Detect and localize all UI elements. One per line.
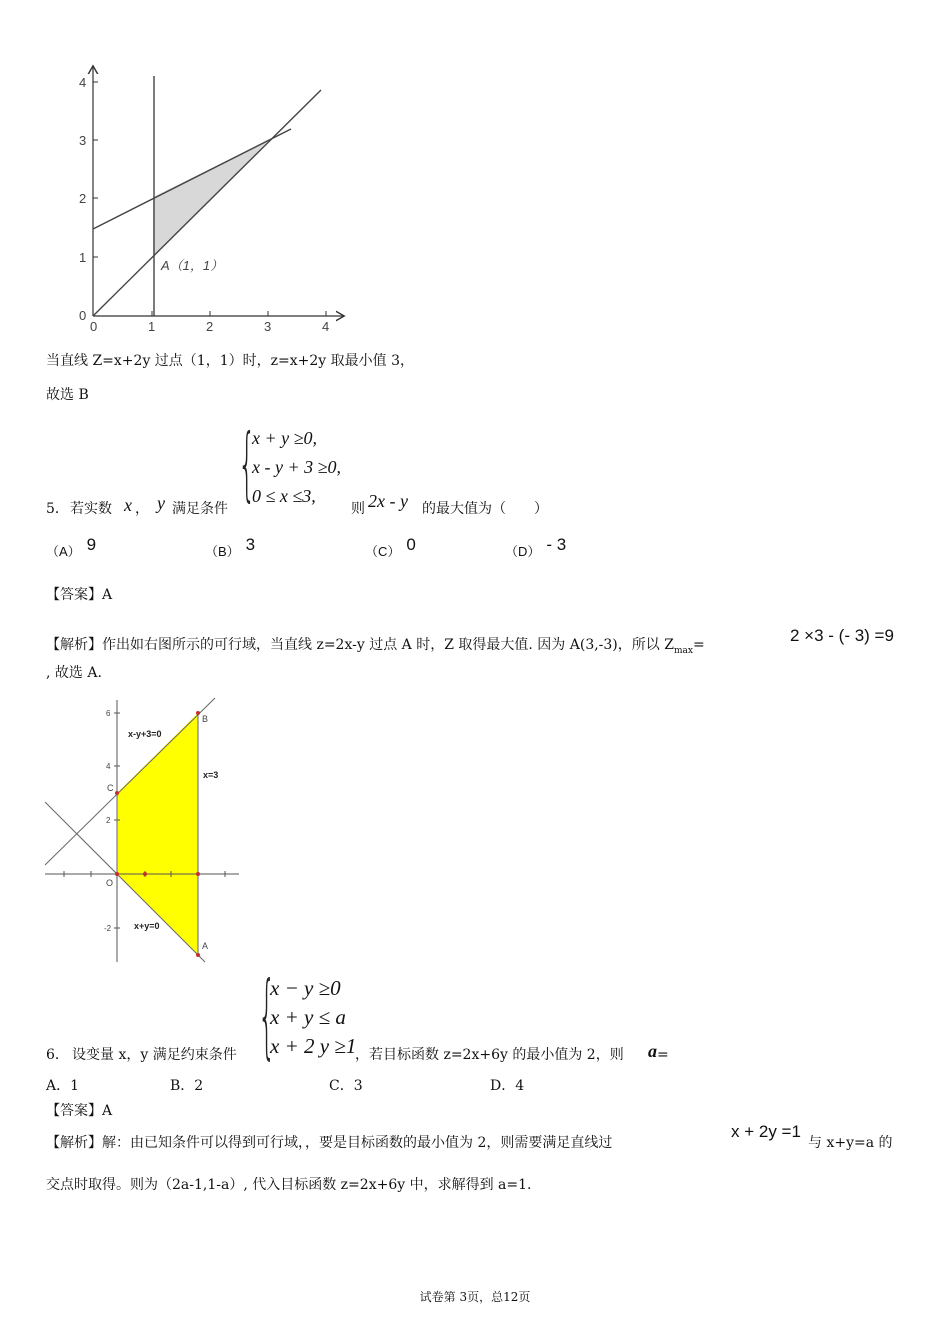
analysis-text: 【解析】作出如右图所示的可行域，当直线 z=2x-y 过点 A 时，Z 取得最大值. 因为 A(3,-3)，所以 Z (46, 637, 674, 653)
q5-answer: 【答案】A (46, 587, 113, 603)
point-a-label: A（1，1） (161, 258, 224, 273)
option-label: （D） (505, 544, 541, 559)
q6-analysis-1: 【解析】解：由已知条件可以得到可行域，，要是目标函数的最小值为 2，则需要满足直线过 (46, 1135, 613, 1151)
q5-option-d (505, 535, 567, 561)
q6-analysis-formula: x + 2y =1 (731, 1122, 801, 1141)
point-a (196, 953, 200, 957)
y-tick-label: 2 (79, 191, 87, 206)
x-tick-label: 2 (206, 319, 214, 334)
x-tick-label: 0 (90, 319, 98, 334)
page-footer: 试卷第 3页，总12页 (419, 1290, 531, 1304)
point-x3 (196, 872, 200, 876)
q5-then: 则 (351, 501, 365, 517)
q6-system-line-3: x + 2 y ≥1 (270, 1034, 357, 1058)
q5-system-line-2: x - y + 3 ≥0, (252, 457, 341, 477)
y-tick-label: 4 (106, 762, 111, 771)
q6-answer: 【答案】A (46, 1103, 113, 1119)
q6-analysis-2: 与 x+y=a 的 (808, 1135, 893, 1151)
q6-system-brace: { (258, 962, 276, 1069)
q6-middle: ，若目标函数 z=2x+6y 的最小值为 2，则 (355, 1047, 624, 1063)
option-value: - 3 (546, 535, 567, 554)
label-point-c: C (107, 783, 114, 793)
option-value: 9 (86, 535, 97, 554)
y-tick-label: 4 (79, 75, 87, 90)
q6-option-a: A．1 (46, 1078, 80, 1094)
y-tick-label: 0 (79, 308, 87, 323)
point-o (115, 872, 119, 876)
q6-option-d: D．4 (490, 1078, 525, 1094)
x-tick-label: 3 (264, 319, 272, 334)
q5-system-line-3: 0 ≤ x ≤3, (252, 486, 316, 506)
label-point-a: A (202, 941, 209, 951)
analysis-subscript: max (673, 645, 693, 656)
q5-analysis (46, 636, 705, 660)
q5-suffix: 的最大值为（ ） (422, 501, 548, 517)
q6-option-b: B．2 (170, 1078, 204, 1094)
q5-option-a (46, 535, 97, 561)
point-mid (143, 872, 147, 876)
q5-analysis-formula: 2 ×3 - (- 3) =9 (790, 626, 894, 645)
q5-analysis-end: , 故选 A. (46, 665, 102, 681)
q5-var-y: y (157, 493, 165, 513)
q6-var-a: a (648, 1041, 657, 1061)
q5-number: 5． (46, 501, 69, 517)
q6-number: 6． (46, 1047, 69, 1063)
label-point-o: O (106, 878, 114, 888)
option-label: （C） (365, 544, 401, 559)
feasible-region-yellow (117, 713, 198, 955)
label-point-b: B (202, 714, 209, 724)
q5-comma: ， (135, 501, 149, 517)
label-line-x-minus-y-plus-3: x-y+3=0 (128, 729, 162, 739)
q5-system-line-1: x + y ≥0, (252, 428, 318, 448)
x-tick-label: 4 (322, 319, 330, 334)
point-b (196, 711, 200, 715)
label-line-x-plus-y: x+y=0 (134, 921, 160, 931)
q5-condition-label: 满足条件 (172, 501, 228, 517)
y-tick-label: 3 (79, 133, 87, 148)
option-value: 0 (406, 535, 416, 554)
x-tick-label: 1 (148, 319, 156, 334)
line-diagonal (93, 90, 321, 316)
point-c (115, 791, 119, 795)
choose-b-text: 故选 B (46, 387, 89, 403)
z-min-text: 当直线 Z=x+2y 过点（1，1）时，z=x+2y 取最小值 3， (46, 353, 414, 369)
q6-prefix: 设变量 x，y 满足约束条件 (72, 1047, 237, 1063)
q5-expression: 2x - y (368, 491, 408, 511)
option-label: （B） (205, 544, 240, 559)
option-value: 3 (245, 535, 256, 554)
q6-analysis-3: 交点时取得。则为（2a-1,1-a）, 代入目标函数 z=2x+6y 中，求解得到 a=1. (46, 1177, 532, 1193)
q5-var-x: x (124, 495, 132, 515)
graph-1 (70, 60, 360, 340)
q5-option-c (365, 535, 416, 561)
analysis-equals: = (692, 637, 705, 653)
q6-option-c: C．3 (329, 1078, 363, 1094)
label-line-x-equals-3: x=3 (203, 770, 219, 780)
y-tick-label: -2 (104, 924, 112, 933)
q5-prefix: 若实数 (70, 501, 112, 517)
q5-system-brace: { (238, 417, 256, 510)
option-label: （A） (46, 544, 81, 559)
q5-option-b (205, 535, 256, 561)
q6-system-line-2: x + y ≤ a (270, 1005, 346, 1029)
y-tick-label: 6 (106, 709, 111, 718)
graph-2 (40, 694, 245, 966)
y-tick-label: 2 (106, 816, 111, 825)
y-tick-label: 1 (79, 250, 87, 265)
q6-eq: = (657, 1047, 669, 1063)
q6-system-line-1: x − y ≥0 (270, 976, 341, 1000)
